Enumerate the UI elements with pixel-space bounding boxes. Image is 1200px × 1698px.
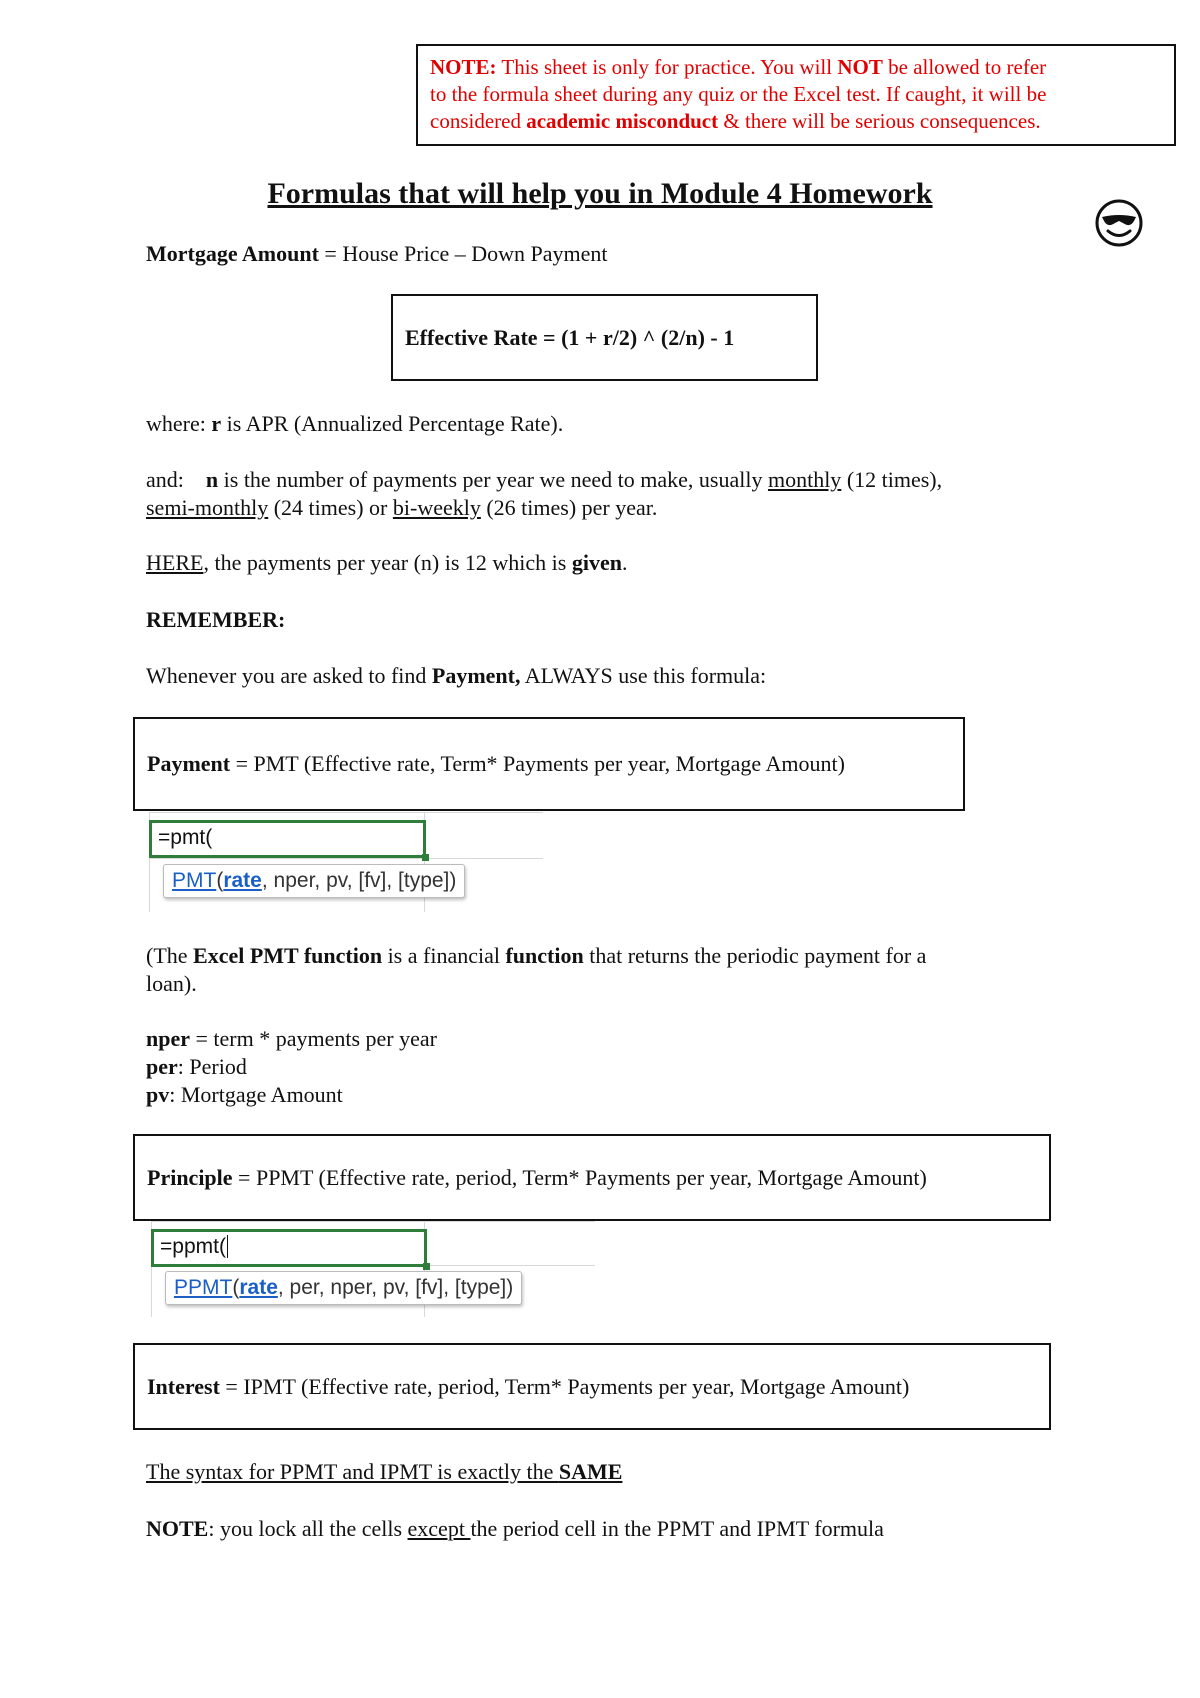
page-title: Formulas that will help you in Module 4 Homework <box>267 177 933 210</box>
principle-formula-box <box>133 1134 1051 1221</box>
ppmt-excel-screenshot <box>151 1221 595 1317</box>
interest-formula-box <box>133 1343 1051 1430</box>
and-n-definition-line1: and: n is the number of payments per year we need to make, usually monthly (12 times), <box>146 467 943 492</box>
effective-rate-formula: Effective Rate = (1 + r/2) ^ (2/n) - 1 <box>405 325 735 350</box>
note-line-2: to the formula sheet during any quiz or the Excel test. If caught, it will be <box>430 82 1047 106</box>
and-n-definition-line2: semi-monthly (24 times) or bi-weekly (26 times) per year. <box>146 495 658 520</box>
sunglasses-smiley-icon <box>1094 198 1144 248</box>
fill-handle[interactable] <box>423 1263 430 1270</box>
lock-cells-note: NOTE: you lock all the cells except the period cell in the PPMT and IPMT formula <box>146 1516 884 1541</box>
text-cursor <box>227 1235 228 1258</box>
mortgage-amount-formula: Mortgage Amount = House Price – Down Payment <box>146 241 608 266</box>
where-r-definition: where: r is APR (Annualized Percentage Rate). <box>146 411 564 436</box>
payment-formula-box <box>133 717 965 811</box>
here-payments-given: HERE, the payments per year (n) is 12 which is given. <box>146 550 628 575</box>
payment-formula: Payment = PMT (Effective rate, Term* Payments per year, Mortgage Amount) <box>147 751 845 776</box>
grid-line <box>149 858 543 859</box>
pmt-excel-screenshot <box>149 812 543 912</box>
ppmt-function-tooltip: PPMT(rate, per, nper, pv, [fv], [type]) <box>165 1271 522 1305</box>
note-line-1: NOTE: This sheet is only for practice. You will NOT be allowed to refer <box>430 55 1047 79</box>
interest-formula: Interest = IPMT (Effective rate, period, Term* Payments per year, Mortgage Amount) <box>147 1374 910 1399</box>
pmt-description-line2: loan). <box>146 971 197 996</box>
remember-heading: REMEMBER: <box>146 607 286 632</box>
whenever-instruction: Whenever you are asked to find Payment, ALWAYS use this formula: <box>146 663 767 688</box>
effective-rate-box <box>391 294 818 381</box>
grid-line <box>151 1221 595 1222</box>
pmt-function-tooltip: PMT(rate, nper, pv, [fv], [type]) <box>163 864 465 898</box>
definition-pv: pv: Mortgage Amount <box>146 1082 343 1107</box>
definition-per: per: Period <box>146 1054 247 1079</box>
practice-warning-note <box>416 44 1176 146</box>
syntax-same-note: The syntax for PPMT and IPMT is exactly the SAME <box>146 1459 623 1484</box>
ppmt-formula-cell[interactable]: =ppmt( <box>151 1229 427 1267</box>
definition-nper: nper = term * payments per year <box>146 1026 437 1051</box>
note-line-3: considered academic misconduct & there will be serious consequences. <box>430 109 1041 133</box>
fill-handle[interactable] <box>422 854 429 861</box>
pmt-formula-cell[interactable]: =pmt( <box>149 820 426 858</box>
pmt-description-line1: (The Excel PMT function is a financial function that returns the periodic payment for a <box>146 943 927 968</box>
principle-formula: Principle = PPMT (Effective rate, period, Term* Payments per year, Mortgage Amount) <box>147 1165 927 1190</box>
grid-line <box>149 812 543 813</box>
